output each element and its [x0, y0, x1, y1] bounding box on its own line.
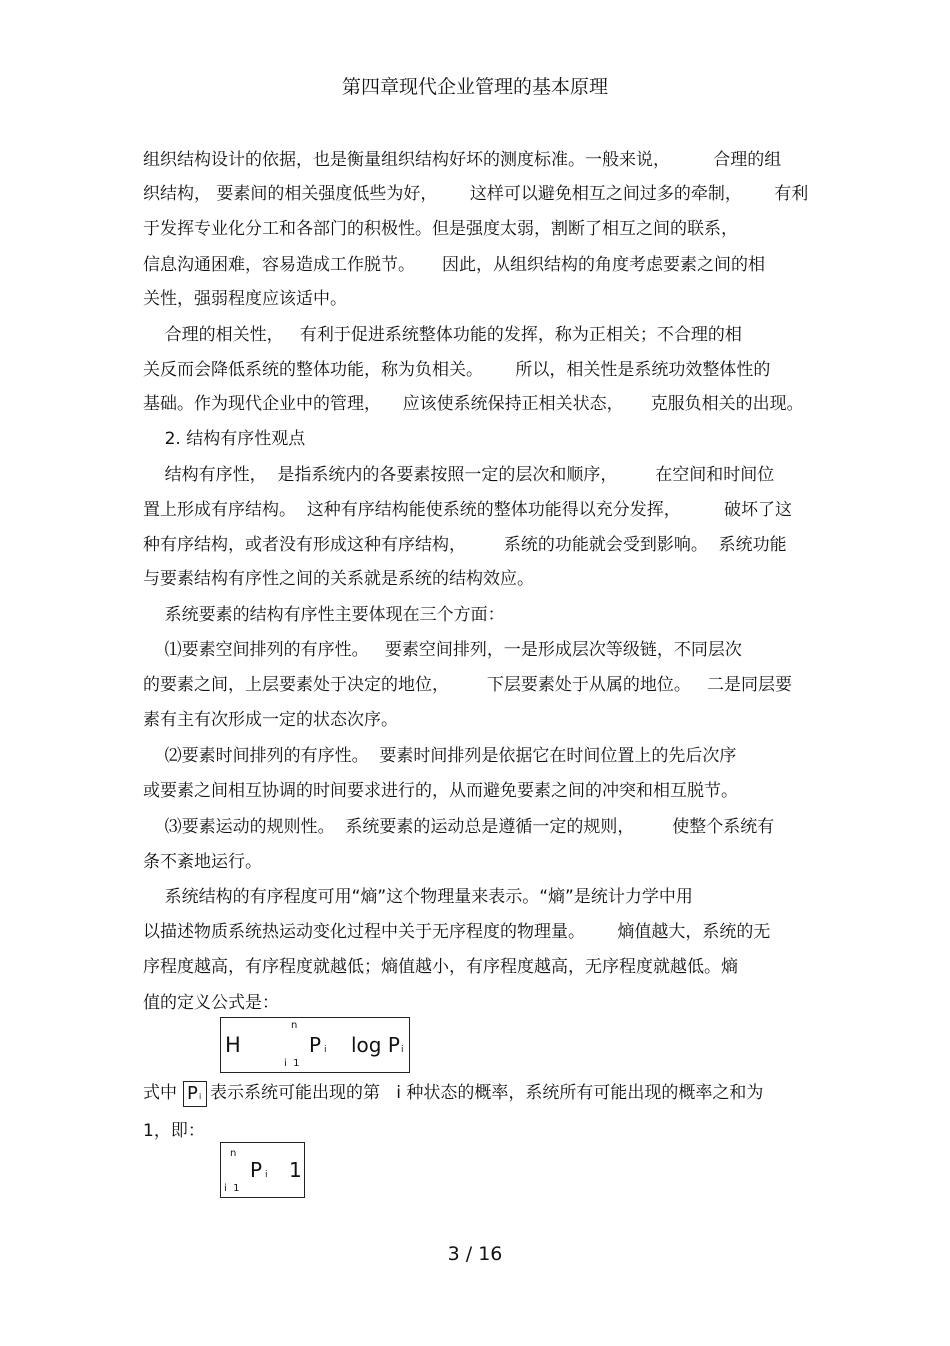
body-line: 条不紊地运行。	[143, 852, 262, 872]
formula-log-sub: i	[401, 1045, 404, 1055]
body-line: 于发挥专业化分工和各部门的积极性。但是强度太弱，割断了相互之间的联系，	[143, 219, 738, 239]
page-title: 第四章现代企业管理的基本原理	[341, 76, 608, 98]
body-line: 系统结构的有序程度可用“熵”这个物理量来表示。“熵”是统计力学中用	[143, 887, 693, 907]
formula-explanation-prefix: 式中	[143, 1083, 177, 1103]
body-line: ⑴要素空间排列的有序性。 要素空间排列，一是形成层次等级链，不同层次	[143, 640, 742, 660]
formula-log: log P	[351, 1033, 400, 1057]
body-line: 置上形成有序结构。 这种有序结构能使系统的整体功能得以充分发挥， 破坏了这	[143, 500, 793, 520]
body-line: 基础。作为现代企业中的管理， 应该使系统保持正相关状态， 克服负相关的出现。	[143, 394, 804, 414]
formula-explanation-text: 表示系统可能出现的第 i 种状态的概率，系统所有可能出现的概率之和为	[210, 1083, 764, 1103]
body-line: 织结构， 要素间的相关强度低些为好， 这样可以避免相互之间过多的牵制， 有利	[143, 184, 809, 204]
body-line: 序程度越高，有序程度就越低；熵值越小，有序程度越高，无序程度就越低。熵	[143, 957, 738, 977]
formula2-one: 1	[289, 1158, 302, 1182]
body-line: 2. 结构有序性观点	[143, 429, 306, 449]
formula2-p: P	[250, 1158, 263, 1182]
body-line: 种有序结构，或者没有形成这种有序结构， 系统的功能就会受到影响。 系统功能	[143, 535, 787, 555]
body-line: 关性，强弱程度应该适中。	[143, 289, 347, 309]
body-line: 结构有序性， 是指系统内的各要素按照一定的层次和顺序， 在空间和时间位	[143, 465, 775, 485]
body-line: 值的定义公式是：	[143, 993, 279, 1013]
body-line: 素有主有次形成一定的状态次序。	[143, 710, 398, 730]
formula2-sum-upper: n	[230, 1148, 237, 1159]
inline-pi-box	[183, 1081, 207, 1107]
formula-sum-lower: i 1	[284, 1058, 300, 1069]
page-number: 3 / 16	[447, 1243, 503, 1265]
inline-p-sub: i	[199, 1092, 202, 1101]
formula-h: H	[225, 1033, 241, 1057]
body-line: 或要素之间相互协调的时间要求进行的，从而避免要素之间的冲突和相互脱节。	[143, 781, 738, 801]
body-line: 合理的相关性， 有利于促进系统整体功能的发挥，称为正相关；不合理的相	[143, 325, 742, 345]
formula2-p-sub: i	[265, 1170, 268, 1180]
body-line: 系统要素的结构有序性主要体现在三个方面：	[143, 605, 505, 625]
body-line: 的要素之间，上层要素处于决定的地位， 下层要素处于从属的地位。 二是同层要	[143, 675, 793, 695]
formula-p: P	[309, 1033, 322, 1057]
formula2-sum-lower: i 1	[224, 1183, 240, 1194]
body-line: 关反而会降低系统的整体功能，称为负相关。 所以，相关性是系统功效整体性的	[143, 360, 771, 380]
body-line: 与要素结构有序性之间的关系就是系统的结构效应。	[143, 569, 534, 589]
body-line: ⑵要素时间排列的有序性。 要素时间排列是依据它在时间位置上的先后次序	[143, 746, 737, 766]
body-line: ⑶要素运动的规则性。 系统要素的运动总是遵循一定的规则， 使整个系统有	[143, 817, 775, 837]
body-line: 以描述物质系统热运动变化过程中关于无序程度的物理量。 熵值越大，系统的无	[143, 922, 771, 942]
entropy-formula	[220, 1017, 410, 1073]
probability-sum-formula	[220, 1142, 305, 1198]
body-line: 信息沟通困难，容易造成工作脱节。 因此，从组织结构的角度考虑要素之间的相	[143, 255, 766, 275]
formula-explanation-line2: 1，即：	[143, 1121, 205, 1141]
inline-p: P	[187, 1083, 198, 1104]
formula-p-sub: i	[324, 1045, 327, 1055]
body-line: 组织结构设计的依据，也是衡量组织结构好坏的测度标准。一般来说， 合理的组	[143, 150, 782, 170]
formula-sum-upper: n	[291, 1020, 298, 1031]
